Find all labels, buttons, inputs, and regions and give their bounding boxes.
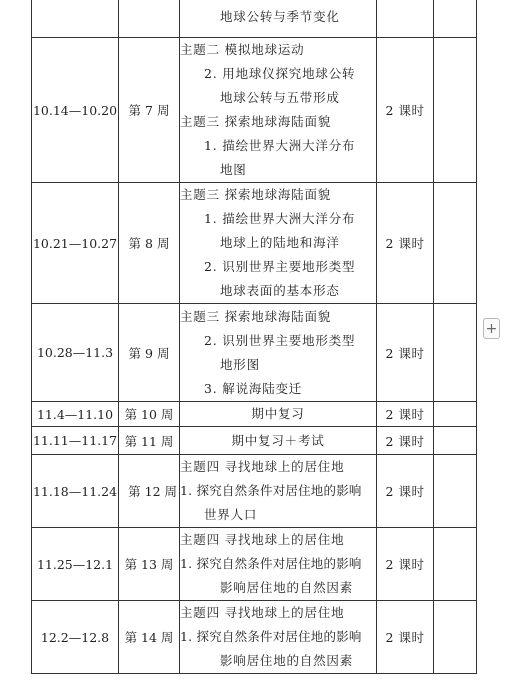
content-line: 主题三 探索地球海陆面貌 [180,308,332,324]
content-line: 影响居住地的自然因素 [220,580,354,595]
content-line: 主题四 寻找地球上的居住地 [180,459,345,474]
content-line: 地图 [220,162,247,177]
table-row [32,38,477,183]
content-line: 地球上的陆地和海洋 [220,235,340,250]
date-cell: 11.25—12.1 [32,528,119,601]
blank-cell [434,427,477,455]
blank-cell [434,304,477,402]
content-line: 1. 描绘世界大洲大洋分布 [204,211,356,226]
content-line: 影响居住地的自然因素 [220,653,354,668]
content-cell [180,38,377,183]
date-cell: 10.28—11.3 [32,304,119,402]
blank-cell [434,601,477,674]
hours-cell: 2 课时 [377,38,434,183]
content-line: 2. 识别世界主要地形类型 [204,259,356,274]
week-cell: 第 10 周 [119,402,180,427]
table-row [32,0,477,38]
content-line: 1. 探究自然条件对居住地的影响 [180,629,362,644]
date-cell [32,0,119,38]
table-row [32,402,477,427]
blank-cell [434,0,477,38]
content-cell [180,183,377,304]
content-cell [180,427,377,455]
blank-cell [434,455,477,528]
blank-cell [434,528,477,601]
table-row [32,427,477,455]
content-line: 2. 用地球仪探究地球公转 [204,66,356,81]
content-cell [180,304,377,402]
week-cell: 第 9 周 [119,304,180,402]
hours-cell: 2 课时 [377,528,434,601]
date-cell: 10.21—10.27 [32,183,119,304]
hours-cell: 2 课时 [377,601,434,674]
week-cell [119,0,180,38]
content-cell [180,528,377,601]
hours-cell: 2 课时 [377,183,434,304]
table-row [32,528,477,601]
hours-cell: 2 课时 [377,402,434,427]
hours-cell: 2 课时 [377,304,434,402]
content-line: 主题三 探索地球海陆面貌 [180,187,332,202]
blank-cell [434,38,477,183]
content-line: 地球表面的基本形态 [220,283,340,298]
plus-icon: + [485,320,498,337]
hours-cell: 2 课时 [377,455,434,528]
content-line: 1. 探究自然条件对居住地的影响 [180,483,362,498]
date-cell: 11.11—11.17 [32,427,119,455]
week-cell: 第 13 周 [119,528,180,601]
content-line: 主题三 探索地球海陆面貌 [180,114,332,129]
content-line: 1. 描绘世界大洲大洋分布 [204,138,356,153]
content-line: 地球公转与季节变化 [220,9,340,24]
week-cell: 第 8 周 [119,183,180,304]
week-cell: 第 11 周 [119,427,180,455]
week-cell: 第 12 周 [119,455,180,528]
hours-cell: 2 课时 [377,427,434,455]
table-row [32,455,477,528]
schedule-table [31,0,477,674]
content-line: 主题四 寻找地球上的居住地 [180,532,345,547]
content-line: 地形图 [220,356,260,372]
content-cell [180,455,377,528]
date-cell: 11.18—11.24 [32,455,119,528]
content-line: 3. 解说海陆变迁 [204,380,303,396]
expand-button[interactable] [483,318,500,339]
date-cell: 10.14—10.20 [32,38,119,183]
content-line: 2. 识别世界主要地形类型 [204,332,356,348]
blank-cell [434,402,477,427]
content-cell [180,0,377,38]
hours-cell [377,0,434,38]
content-line: 世界人口 [204,507,258,522]
content-line: 1. 探究自然条件对居住地的影响 [180,556,362,571]
table-row [32,183,477,304]
content-line: 主题四 寻找地球上的居住地 [180,605,345,620]
week-cell: 第 7 周 [119,38,180,183]
date-cell: 11.4—11.10 [32,402,119,427]
content-cell [180,402,377,427]
table-row [32,304,477,402]
content-cell [180,601,377,674]
date-cell: 12.2—12.8 [32,601,119,674]
week-cell: 第 14 周 [119,601,180,674]
content-line: 期中复习 [251,406,305,421]
content-line: 期中复习＋考试 [231,432,325,448]
content-line: 地球公转与五带形成 [220,90,340,105]
table-row [32,601,477,674]
blank-cell [434,183,477,304]
content-line: 主题二 模拟地球运动 [180,42,305,57]
